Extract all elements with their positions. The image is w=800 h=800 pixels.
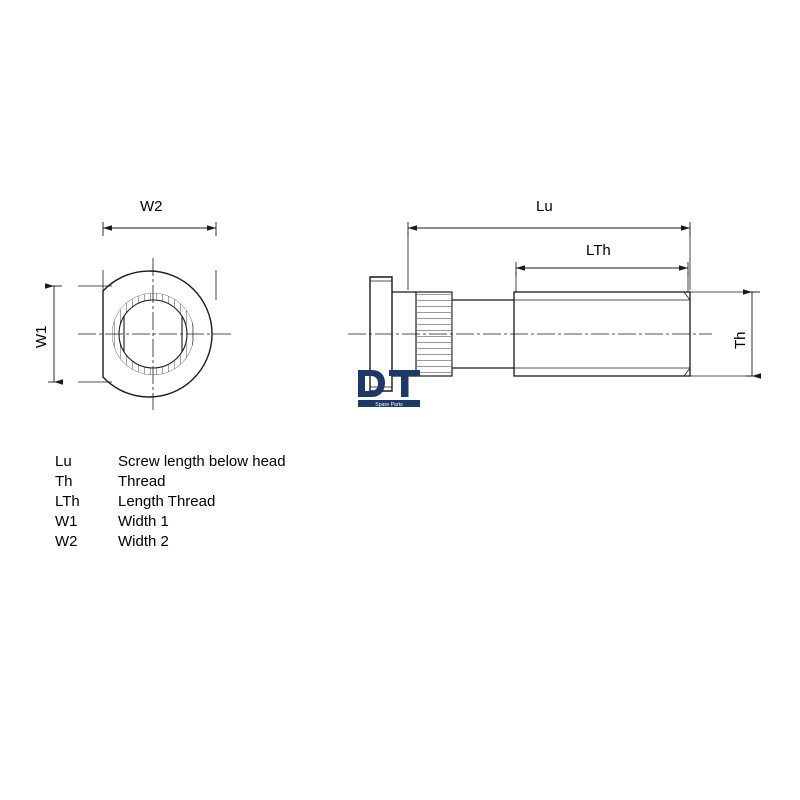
front-view	[78, 258, 232, 410]
dimension-label-w1: W1	[33, 325, 50, 348]
legend	[55, 452, 475, 552]
legend-desc: Width 2	[118, 533, 169, 550]
dimension-lu	[408, 222, 690, 290]
legend-abbr: Th	[55, 473, 73, 490]
legend-desc: Thread	[118, 473, 166, 490]
legend-row	[55, 492, 475, 512]
logo-letter-t	[389, 370, 420, 397]
legend-desc: Length Thread	[118, 493, 216, 510]
logo-tagline-text: Spare Parts	[375, 401, 403, 408]
legend-abbr: Lu	[55, 453, 72, 470]
dimension-label-w2: W2	[140, 198, 163, 215]
legend-row	[55, 512, 475, 532]
legend-row	[55, 532, 475, 552]
legend-abbr: W2	[55, 533, 78, 550]
legend-desc: Screw length below head	[118, 453, 286, 470]
legend-abbr: W1	[55, 513, 78, 530]
dt-spare-parts-logo	[356, 366, 422, 408]
logo-letter-d	[358, 370, 385, 397]
legend-abbr: LTh	[55, 493, 80, 510]
legend-desc: Width 1	[118, 513, 169, 530]
legend-row	[55, 452, 475, 472]
dimension-label-lu: Lu	[536, 198, 553, 215]
dimension-label-lth: LTh	[586, 242, 611, 259]
dimension-lth	[516, 262, 688, 292]
legend-row	[55, 472, 475, 492]
dimension-label-th: Th	[732, 331, 749, 349]
